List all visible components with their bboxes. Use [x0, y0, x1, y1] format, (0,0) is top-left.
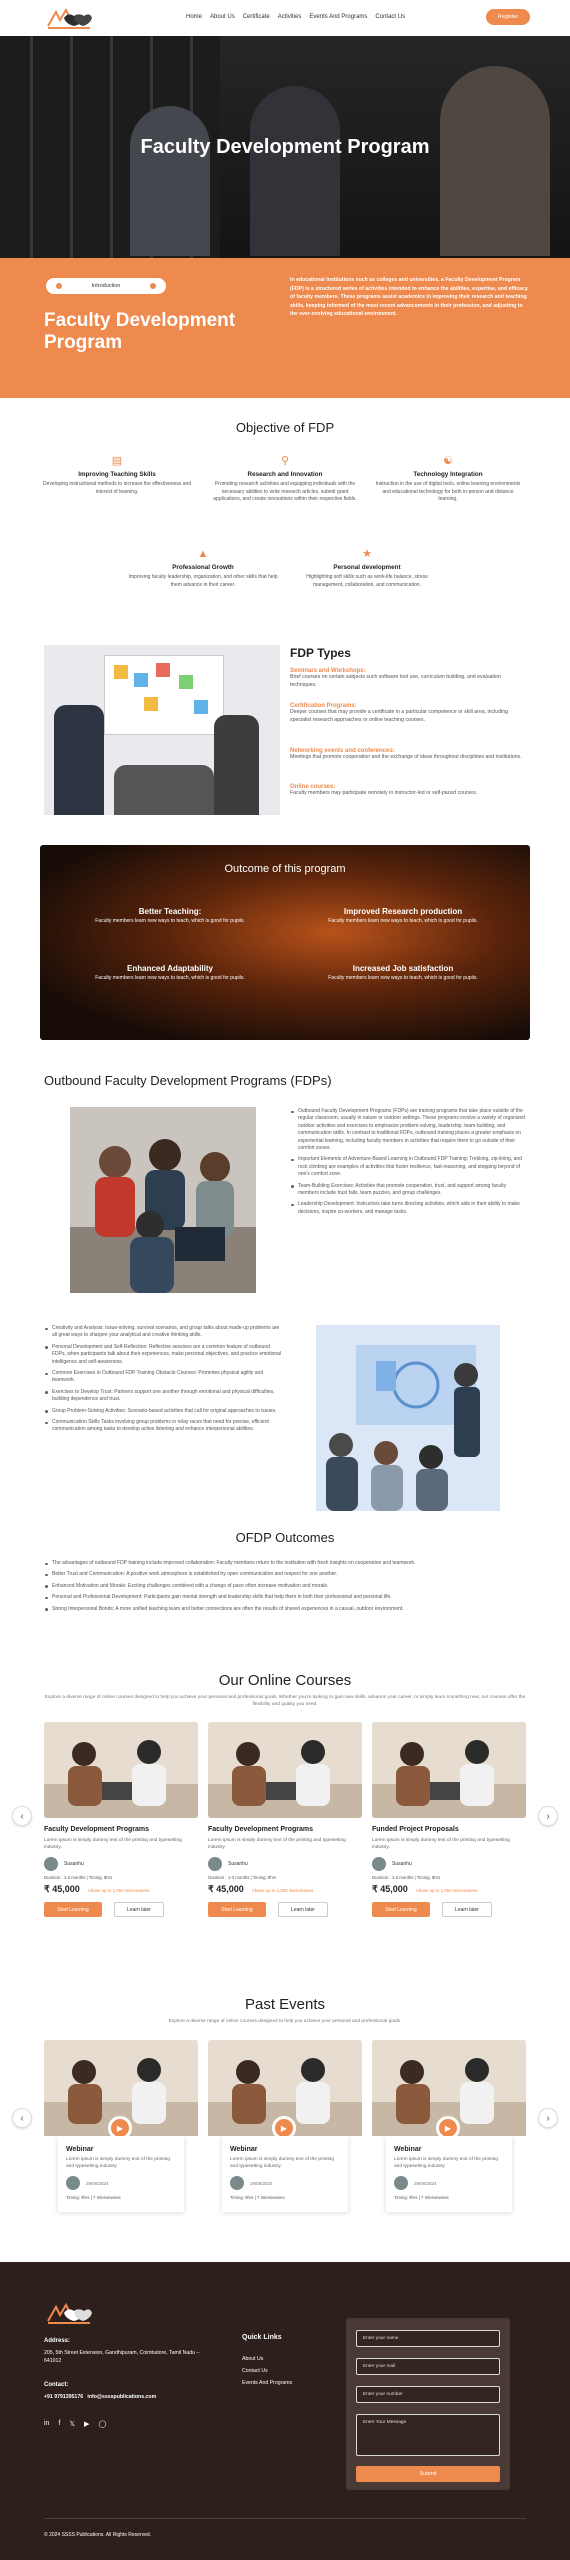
event-date: 29/08/2024: [250, 2180, 273, 2186]
bull-logo-icon[interactable]: [44, 2300, 94, 2328]
list-item: Team-Building Exercises: Activities that promote cooperation, trust, and support among faculty members include trust falls, team puzzles, and group challenges.: [290, 1183, 528, 1198]
event-card[interactable]: [208, 2040, 362, 2212]
outbound-left-list: [44, 1325, 282, 1438]
message-field[interactable]: Enter Your Message: [356, 2414, 500, 2456]
event-image: [372, 2040, 526, 2136]
number-field[interactable]: Enter your number: [356, 2386, 500, 2403]
search-icon: ⚲: [280, 455, 290, 467]
event-date: 29/08/2024: [414, 2180, 437, 2186]
outcome-item-text: Faculty members learn new ways to teach, which is good for pupils.: [328, 975, 478, 981]
fdp-type-text: Deeper courses that may provide a certificate in a particular competence or skill area, including specialist research approaches or online teaching courses.: [290, 709, 508, 723]
site-header: [0, 0, 570, 36]
email-link[interactable]: info@sssspublications.com: [87, 2394, 157, 2400]
event-image: [208, 2040, 362, 2136]
author-name: Susanhu: [392, 1861, 412, 1867]
bull-logo-icon[interactable]: [44, 6, 94, 32]
sticky-note: [156, 663, 170, 677]
address-text: 205, 5th Street Extension, Gandhipuram, Coimbatore, Tamil Nadu – 641012: [44, 2350, 200, 2364]
instagram-icon[interactable]: ◯: [98, 2421, 107, 2428]
linkedin-icon[interactable]: in: [44, 2420, 50, 2427]
avatar: [66, 2176, 80, 2190]
event-author: [394, 2176, 504, 2190]
objective-title: Objective of FDP: [235, 420, 335, 435]
avatar: [44, 1857, 58, 1871]
fdp-type-item: [290, 748, 526, 762]
footer-link-about-us[interactable]: About Us: [242, 2356, 264, 2362]
email-field[interactable]: Enter your mail: [356, 2358, 500, 2375]
course-illustration: [44, 1722, 198, 1818]
fdp-type-text: Brief courses on certain subjects such software tool use, curriculum building, and evaluation techniques.: [290, 674, 501, 688]
course-price: ₹ 45,000: [44, 1884, 80, 1894]
nav-contact-us[interactable]: Contact Us: [375, 14, 406, 20]
list-item: Better Trust and Communication: A positive work atmosphere is established by open communication and respect for one another.: [44, 1571, 528, 1578]
event-meta: Timing: 9hrs | 7 Interviewees: [394, 2195, 449, 2200]
course-author: [44, 1857, 198, 1871]
course-image: [208, 1722, 362, 1818]
growth-chart-icon: ▲: [197, 548, 209, 560]
courses-prev-arrow-icon[interactable]: ‹: [12, 1806, 32, 1826]
author-name: Susanhu: [228, 1861, 248, 1867]
events-title: Past Events: [244, 1996, 326, 2013]
outcome-item-text: Faculty members learn new ways to teach, which is good for pupils.: [95, 975, 245, 981]
fdp-types-title: FDP Types: [290, 646, 351, 660]
event-description: Lorem ipsum is simply dummy text of the printing and typesetting industry.: [230, 2157, 334, 2169]
register-button[interactable]: Register: [486, 9, 530, 25]
course-card[interactable]: [372, 1722, 526, 1917]
ofdp-outcomes-list: [44, 1560, 528, 1617]
outcome-item-text: Faculty members learn new ways to teach, which is good for pupils.: [328, 918, 478, 924]
list-item: Personal Development and Self-Reflection: Reflective sessions are a common feature of outbound FDPs, when participants talk about their experiences, make personal objectives, and practice emotional intelligence and self-awareness.: [44, 1344, 282, 1366]
course-description: Lorem ipsum is simply dummy text of the printing and typesetting industry.: [208, 1838, 346, 1850]
presentation-icon: ▤: [111, 455, 123, 467]
course-meta: Duration : 1-3 months | Timing: 9hrs: [208, 1875, 277, 1880]
course-note: Allows up to 1,000 interviewees: [415, 1888, 478, 1893]
contact-info: [44, 2393, 244, 2401]
course-actions: [372, 1902, 526, 1917]
sticky-note: [194, 700, 208, 714]
event-author: [230, 2176, 340, 2190]
course-actions: [44, 1902, 198, 1917]
event-date: 29/08/2024: [86, 2180, 109, 2186]
fdp-type-title: Networking events and conferences:: [290, 748, 395, 754]
play-icon[interactable]: ▶: [108, 2116, 132, 2136]
social-links: [44, 2420, 106, 2428]
start-learning-button[interactable]: Start Learning: [44, 1902, 102, 1917]
outbound-title: Outbound Faculty Development Programs (FDPs): [44, 1073, 332, 1088]
fdp-type-item: [290, 784, 526, 798]
footer-link-contact-us[interactable]: Contact Us: [242, 2368, 268, 2374]
intro-text: In educational institutions such as colleges and universities, a Faculty Development Program (FDP) is a structured series of activities intended to enhance the abilities, expertise, and efficacy of faculty members. These programs assist academics in improving their research and teaching skills, keeping informed of the most recent advancements in their profession, and adjusting to the ever-evolving educational environment.: [290, 277, 528, 318]
course-description: Lorem ipsum is simply dummy text of the printing and typesetting industry.: [372, 1838, 510, 1850]
list-item: The advantages of outbound FDP training include improved collaboration: Faculty members return to the institution with fresh insights on cooperation and teamwork.: [44, 1560, 528, 1567]
nav-activities[interactable]: Activities: [277, 14, 302, 20]
youtube-icon[interactable]: ▶: [84, 2421, 90, 2428]
course-price: ₹ 45,000: [208, 1884, 244, 1894]
event-body: [58, 2136, 184, 2212]
course-title[interactable]: Faculty Development Programs: [208, 1826, 314, 1833]
facebook-icon[interactable]: f: [58, 2420, 61, 2427]
list-item: Common Exercises in Outbound FDP Training Obstacle Courses: Promotes physical agility and teamwork.: [44, 1370, 282, 1385]
fdp-type-title: Certification Programs:: [290, 703, 357, 709]
list-item: Exercises to Develop Trust: Partners support one another through emotional and physical difficulties, building dependence and trust.: [44, 1389, 282, 1404]
sticky-note: [144, 697, 158, 711]
objective-item-title: Technology Integration: [413, 471, 483, 478]
objective-item-title: Research and Innovation: [247, 471, 323, 478]
outcome-item-title: Enhanced Adaptability: [127, 964, 213, 973]
outcome-item-title: Increased Job satisfaction: [352, 964, 454, 973]
objective-item-text: Improving faculty leadership, organization, and other skills that help them advance in their career.: [128, 574, 278, 588]
submit-button[interactable]: Submit: [356, 2466, 500, 2482]
address-label: Address:: [44, 2338, 71, 2344]
program-outcome-title: Outcome of this program: [224, 863, 346, 875]
learn-later-button[interactable]: Learn later: [278, 1902, 328, 1917]
footer-divider: [44, 2518, 526, 2519]
course-image: [372, 1722, 526, 1818]
course-price: ₹ 45,000: [372, 1884, 408, 1894]
outcome-item: [90, 907, 250, 926]
course-price-row: [44, 1884, 198, 1895]
course-illustration: [372, 1722, 526, 1818]
course-price-row: [372, 1884, 526, 1895]
list-item: Group Problem-Solving Activities: Scenario-based activities that call for original approaches to issues.: [44, 1408, 282, 1415]
course-card[interactable]: [208, 1722, 362, 1917]
event-description: Lorem ipsum is simply dummy text of the printing and typesetting industry.: [66, 2157, 170, 2169]
events-next-arrow-icon[interactable]: ›: [538, 2108, 558, 2128]
courses-next-arrow-icon[interactable]: ›: [538, 1806, 558, 1826]
fdp-type-item: [290, 703, 526, 724]
outbound-right-list: [290, 1108, 528, 1220]
nav-about-us[interactable]: About Us: [210, 14, 235, 20]
objective-item-title: Improving Teaching Skills: [78, 471, 156, 478]
fdp-type-text: Faculty members may participate remotely in instructor-led or self-paced courses.: [290, 790, 478, 796]
fdp-type-text: Meetings that promote cooperation and the exchange of ideas throughout disciplines and institutions.: [290, 754, 522, 760]
event-body: [222, 2136, 348, 2212]
nav-home[interactable]: Home: [186, 14, 203, 20]
objective-item: [210, 455, 360, 504]
outcome-item: [323, 964, 483, 983]
learn-later-button[interactable]: Learn later: [442, 1902, 492, 1917]
objective-item-text: Instruction in the use of digital tools, online learning environments and educational technology for both in-person and distance learning.: [375, 481, 521, 502]
fdp-type-title: Seminars and Workshops:: [290, 668, 366, 674]
students-illustration: [70, 1107, 256, 1293]
main-nav: [186, 14, 405, 20]
person: [214, 715, 259, 815]
outcome-item-title: Better Teaching:: [138, 907, 202, 916]
intro-pill: Introduction: [46, 278, 166, 294]
list-item: Creativity and Analysis: Issue-solving, survival scenarios, and group talks about made-up problems are all great ways to sharpen your analytical and creative thinking skills.: [44, 1325, 282, 1340]
fdp-types-image: [44, 645, 280, 815]
list-item: Personal and Professional Development: Participants gain mental strength and leadership skills that help them in both their professional and personal life.: [44, 1594, 528, 1601]
hero-banner: [0, 36, 570, 258]
course-actions: [208, 1902, 362, 1917]
learn-later-button[interactable]: Learn later: [114, 1902, 164, 1917]
sticky-note: [134, 673, 148, 687]
course-meta: Duration : 1-3 months | Timing: 9hrs: [372, 1875, 441, 1880]
list-item: Leadership Development: Instructors take turns directing activities, which aids in their ability to make decisions, inspire co-workers, and manage tasks.: [290, 1201, 528, 1216]
event-meta: Timing: 9hrs | 7 Interviewees: [66, 2195, 121, 2200]
list-item: Important Elements of Adventure-Based Learning in Outbound FDP Training: Trekking, zip-lining, and rock climbing are examples of activities that foster resilience, fast-reasoning, and stepping beyond of one's comfort zone.: [290, 1156, 528, 1178]
list-item: Strong Interpersonal Bonds: A more unified teaching team and better connections are often the results of shared experiences in a casual, outdoor environment.: [44, 1606, 528, 1613]
personal-growth-icon: ★: [362, 548, 372, 560]
presentation-illustration: [316, 1325, 500, 1511]
list-item: Enhanced Motivation and Morale: Exciting challenges combined with a change of pace often increase motivation and morale.: [44, 1583, 528, 1590]
sticky-note: [114, 665, 128, 679]
avatar: [230, 2176, 244, 2190]
quick-links-label: Quick Links: [242, 2334, 282, 2341]
phone-link[interactable]: +91 9791395176: [44, 2394, 84, 2400]
course-meta: Duration : 1-3 months | Timing: 9hrs: [44, 1875, 113, 1880]
event-title[interactable]: Webinar: [230, 2146, 258, 2153]
course-image: [44, 1722, 198, 1818]
objective-item-title: Professional Growth: [172, 564, 234, 571]
course-note: Allows up to 1,000 interviewees: [87, 1888, 150, 1893]
objective-item-text: Highlighting soft skills such as work-life balance, stress management, collaboration, and communication.: [306, 574, 428, 588]
event-title[interactable]: Webinar: [394, 2146, 422, 2153]
author-name: Susanhu: [64, 1861, 84, 1867]
play-icon[interactable]: ▶: [272, 2116, 296, 2136]
course-title[interactable]: Funded Project Proposals: [372, 1826, 459, 1833]
person: [114, 765, 214, 815]
course-note: Allows up to 1,000 interviewees: [251, 1888, 314, 1893]
courses-subtitle: Explore a diverse range of online courses designed to help you achieve your personal and professional goals. Whether you're looking to gain new skills, advance your career, or simply learn something new, our courses offer the flexibility and quality you need.: [44, 1695, 526, 1707]
footer-link-events[interactable]: Events And Programs: [242, 2380, 293, 2386]
start-learning-button[interactable]: Start Learning: [208, 1902, 266, 1917]
objective-item-title: Personal development: [333, 564, 401, 571]
events-prev-arrow-icon[interactable]: ‹: [12, 2108, 32, 2128]
hero-title: Faculty Development Program: [140, 136, 430, 158]
sticky-note: [179, 675, 193, 689]
intro-section: [0, 258, 570, 398]
objective-item: [292, 548, 442, 589]
event-card[interactable]: [372, 2040, 526, 2212]
name-field[interactable]: Enter your name: [356, 2330, 500, 2347]
course-author: [208, 1857, 362, 1871]
copyright-text: © 2024 SSSS Publications. All Rights Reserved.: [44, 2532, 152, 2538]
course-illustration: [208, 1722, 362, 1818]
objective-item-text: Promoting research activities and equipping individuals with the necessary abilities to write research articles, submit grant applications, and create innovations within their respective fields.: [213, 481, 357, 502]
event-body: [386, 2136, 512, 2212]
event-description: Lorem ipsum is simply dummy text of the printing and typesetting industry.: [394, 2157, 498, 2169]
objective-item: [128, 548, 278, 589]
objective-item: [42, 455, 192, 496]
outbound-image-presentation: [316, 1325, 500, 1511]
course-card[interactable]: [44, 1722, 198, 1917]
intro-title: Faculty Development Program: [44, 310, 236, 353]
list-item: Outbound Faculty Development Programs (FDPs) are training programs that take place outside of the regular classroom, usually in nature or outdoor settings. These programs involve a variety of organized outdoor activities and exercises to emphasize problem-solving, leadership, team-building, and communication skills. In contrast to traditional FDPs, outbound training places a greater emphasis on experiential learning, including faculty members in activities that require them to go outside of their comfort zones.: [290, 1108, 528, 1152]
person: [54, 705, 104, 815]
event-meta: Timing: 9hrs | 7 Interviewees: [230, 2195, 285, 2200]
objective-item-text: Developing instructional methods to increase the effectiveness and interest of learning.: [42, 481, 192, 495]
courses-title: Our Online Courses: [218, 1672, 352, 1689]
events-subtitle: Explore a diverse range of online courses designed to help you achieve your personal and professional goals.: [168, 2019, 402, 2024]
avatar: [372, 1857, 386, 1871]
event-title[interactable]: Webinar: [66, 2146, 94, 2153]
course-title[interactable]: Faculty Development Programs: [44, 1826, 150, 1833]
course-author: [372, 1857, 526, 1871]
nav-events-and-programs[interactable]: Events And Programs: [309, 14, 368, 20]
avatar: [394, 2176, 408, 2190]
outbound-image-students: [70, 1107, 256, 1293]
list-item: Communication Skills Tasks involving group problems in relay races that need for precise, efficient communication among tasks to develop active listening and enhance interpersonal abilities.: [44, 1419, 282, 1434]
outcome-item-title: Improved Research production: [343, 907, 463, 916]
play-icon[interactable]: ▶: [436, 2116, 460, 2136]
event-image: [44, 2040, 198, 2136]
avatar: [208, 1857, 222, 1871]
program-outcome-section: [40, 845, 530, 1040]
contact-form: [346, 2318, 510, 2490]
twitter-icon[interactable]: 𝕏: [69, 2421, 76, 2428]
objective-item: [373, 455, 523, 504]
outcome-item-text: Faculty members learn new ways to teach, which is good for pupils.: [95, 918, 245, 924]
nav-certificate[interactable]: Certificate: [242, 14, 270, 20]
event-card[interactable]: [44, 2040, 198, 2212]
ofdp-outcomes-title: OFDP Outcomes: [235, 1530, 335, 1545]
fdp-type-item: [290, 668, 526, 689]
network-icon: ☯: [443, 455, 453, 467]
course-price-row: [208, 1884, 362, 1895]
event-author: [66, 2176, 176, 2190]
contact-label: Contact:: [44, 2382, 69, 2388]
outcome-item: [323, 907, 483, 926]
course-description: Lorem ipsum is simply dummy text of the printing and typesetting industry.: [44, 1838, 182, 1850]
fdp-type-title: Online courses:: [290, 784, 336, 790]
start-learning-button[interactable]: Start Learning: [372, 1902, 430, 1917]
outcome-item: [90, 964, 250, 983]
